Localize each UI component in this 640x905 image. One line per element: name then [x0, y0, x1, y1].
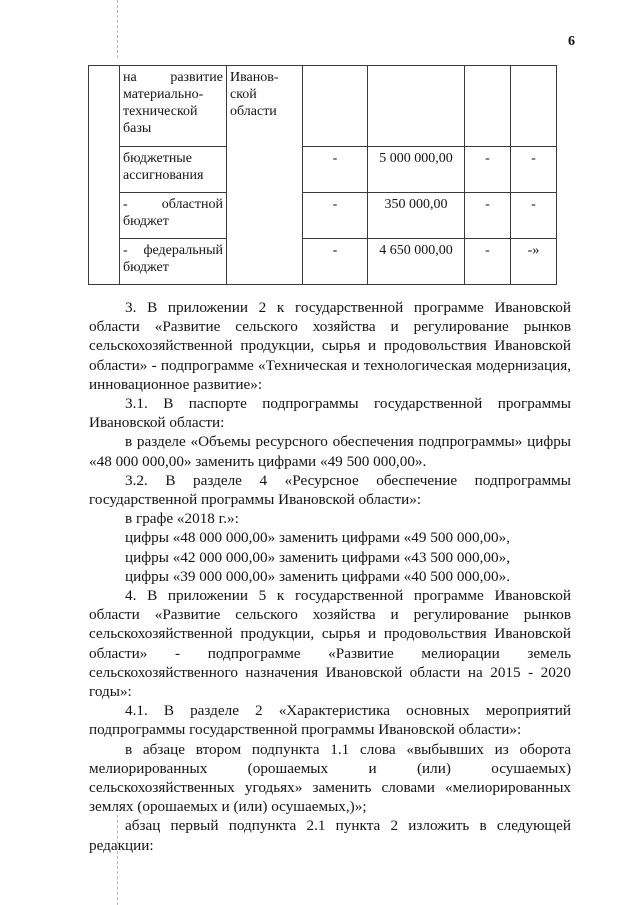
cell-line: области	[230, 104, 277, 119]
document-body	[89, 298, 571, 855]
table-cell-value: -	[465, 193, 511, 239]
table-cell-value: -	[303, 147, 368, 193]
table-cell-value: 350 000,00	[368, 193, 465, 239]
paragraph-3-2-c: цифры «42 000 000,00» заменить цифрами «43 500 000,00»,	[125, 548, 510, 566]
cell-line: - федеральный	[123, 243, 223, 258]
table-row	[89, 66, 557, 147]
table-cell-value: -	[511, 193, 557, 239]
paragraph-3-2-b: цифры «48 000 000,00» заменить цифрами «49 500 000,00»,	[125, 529, 510, 547]
table-cell-value: -	[465, 239, 511, 285]
table-cell-description	[120, 147, 227, 193]
table-cell	[89, 66, 120, 285]
table-cell-value: -	[511, 147, 557, 193]
cell-line: бюджет	[123, 260, 169, 275]
paragraph-3-2-d: цифры «39 000 000,00» заменить цифрами «40 500 000,00».	[125, 567, 510, 585]
paragraph-3-1-a: в разделе «Объемы ресурсного обеспечения подпрограммы» цифры «48 000 000,00» заменить цифрами «49 500 000,00».	[89, 433, 571, 470]
table-cell-value: 4 650 000,00	[368, 239, 465, 285]
table-cell-value: -	[303, 193, 368, 239]
paragraph-3-2: 3.2. В разделе 4 «Ресурсное обеспечение подпрограммы государственной программы Ивановской области»:	[89, 471, 571, 509]
funding-table	[88, 65, 557, 285]
cell-line: материально-	[123, 87, 204, 102]
cell-line: - областной	[123, 197, 223, 212]
table-cell-value: -»	[511, 239, 557, 285]
page-number: 6	[568, 34, 575, 49]
paragraph-4-1-b: абзац первый подпункта 2.1 пункта 2 изложить в следующей редакции:	[89, 817, 571, 854]
cell-line: на развитие	[123, 70, 223, 85]
table-cell	[368, 66, 465, 147]
table-cell-value: -	[465, 147, 511, 193]
table-cell	[511, 66, 557, 147]
table-row	[89, 239, 557, 285]
table-cell-description	[120, 239, 227, 285]
paragraph-3-1: 3.1. В паспорте подпрограммы государственной программы Ивановской области:	[89, 395, 571, 432]
table-cell-region	[227, 66, 303, 285]
paragraph-3: 3. В приложении 2 к государственной программе Ивановской области «Развитие сельского хозяйства и регулирование рынков сельскохозяйственной продукции, сырья и продовольствия Ивановской области» - подпрограмме «Техническая и технологическая модернизация, инновационное развитие»:	[89, 299, 571, 393]
paragraph-4: 4. В приложении 5 к государственной программе Ивановской области «Развитие сельского хозяйства и регулирование рынков сельскохозяйственной продукции, сырья и продовольствия Ивановской области» - подпрограмме «Развитие мелиорации земель сельскохозяйственного назначения Ивановской области на 2015 - 2020 годы»:	[89, 587, 571, 701]
cell-line: технической	[123, 104, 198, 119]
cell-line: Иванов-	[230, 70, 279, 85]
table-row	[89, 147, 557, 193]
cell-line: базы	[123, 121, 152, 136]
table-cell-description	[120, 66, 227, 147]
table-cell-value: -	[303, 239, 368, 285]
table-cell	[303, 66, 368, 147]
cell-line: ассигнования	[123, 168, 204, 183]
scan-margin-line	[117, 0, 118, 58]
table-cell-value: 5 000 000,00	[368, 147, 465, 193]
cell-line: ской	[230, 87, 257, 102]
paragraph-4-1-a: в абзаце втором подпункта 1.1 слова «выбывших из оборота мелиорированных (орошаемых и (или) осушаемых) сельскохозяйственных угодьях» заменить словами «мелиорированных землях (орошаемых и (или) осушаемых,)»;	[89, 740, 571, 816]
table-row	[89, 193, 557, 239]
cell-line: бюджет	[123, 214, 169, 229]
table-cell-description	[120, 193, 227, 239]
cell-line: бюджетные	[123, 151, 192, 166]
table-cell	[465, 66, 511, 147]
paragraph-4-1: 4.1. В разделе 2 «Характеристика основных мероприятий подпрограммы государственной программы Ивановской области»:	[89, 702, 571, 739]
paragraph-3-2-a: в графе «2018 г.»:	[125, 510, 239, 528]
